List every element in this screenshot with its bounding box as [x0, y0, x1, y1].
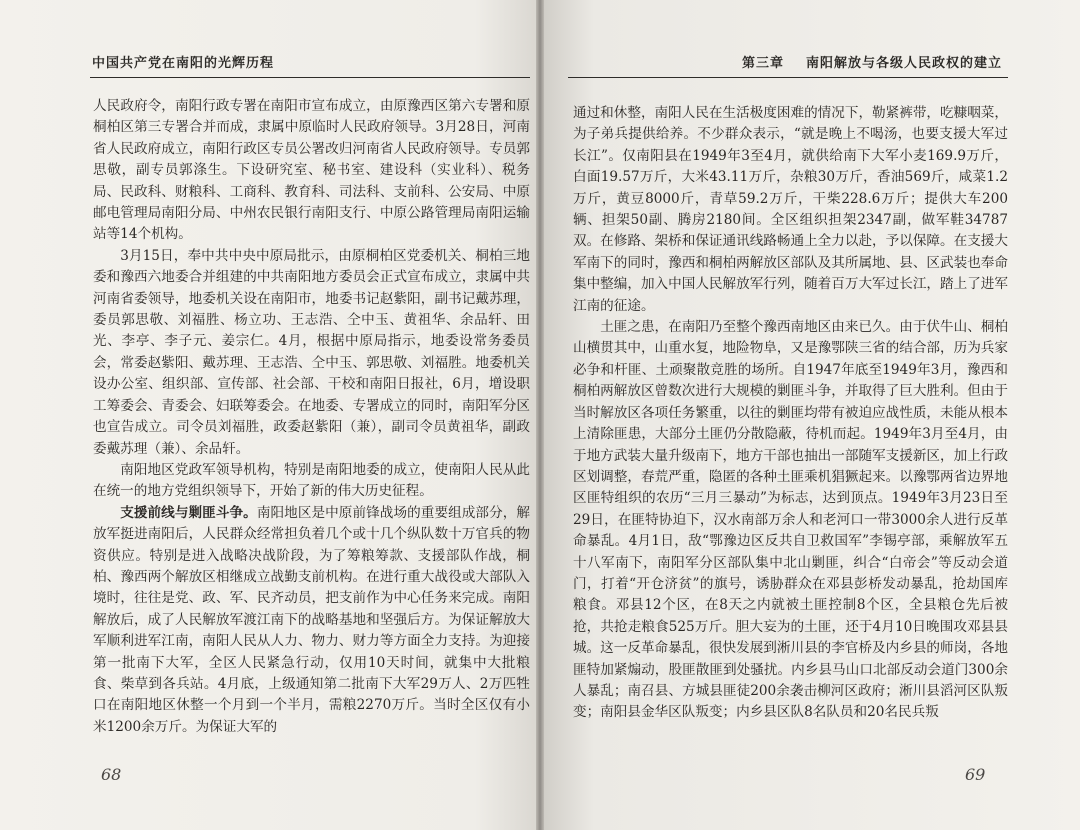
right-page: [540, 0, 1080, 830]
header-rule-left: [90, 77, 530, 78]
chapter-label: 第三章: [741, 56, 784, 71]
paragraph: 南阳地区党政军领导机构，特别是南阳地委的成立，使南阳人民从此在统一的地方党组织领导下，开始了新的伟大历史征程。: [93, 461, 530, 500]
section-heading: 支援前线与剿匪斗争。: [120, 504, 257, 521]
section-paragraph: [93, 503, 530, 738]
page-number-right: 69: [965, 765, 986, 784]
paragraph: 人民政府令，南阳行政专署在南阳市宣布成立，由原豫西区第六专署和原桐柏区第三专署合并而成，隶属中原临时人民政府领导。3月28日，河南省人民政府成立，南阳行政区专员公署改归河南省人民政府领导。专员郭思敬，副专员郭涤生。下设研究室、秘书室、建设科（实业科）、税务局、民政科、财粮科、工商科、教育科、司法科、支前科、公安局、中原邮电管理局南阳分局、中州农民银行南阳支行、中原公路管理局南阳运输站等14个机构。: [93, 98, 530, 243]
running-head-right: [742, 52, 1002, 71]
running-head-left: 中国共产党在南阳的光辉历程: [92, 56, 275, 71]
header-rule-right: [568, 77, 1008, 78]
book-gutter: [536, 0, 544, 830]
right-page-body: [573, 103, 1008, 724]
chapter-title: 南阳解放与各级人民政权的建立: [805, 56, 1002, 71]
page-number-left: 68: [101, 765, 122, 784]
section-text: 南阳地区是中原前锋战场的重要组成部分，解放军挺进南阳后，人民群众经常担负着几个或十几个纵队数十万官兵的物资供应。特别是进入战略决战阶段，为了筹粮筹款、支援部队作战，桐柏、豫西两个解放区相继成立战勤支前机构。在进行重大战役或大部队入境时，往往是党、政、军、民齐动员，把支前作为中心任务来完成。南阳解放后，成了人民解放军渡江南下的战略基地和坚强后方。为保证解放大军顺利进军江南，南阳人民从人力、物力、财力等方面全力支持。为迎接第一批南下大军，全区人民紧急行动，仅用10天时间，就集中大批粮食、柴草到各兵站。4月底，上级通知第二批南下大军29万人、2万匹牲口在南阳地区休整一个月到一个半月，需粮2270万斤。当时全区仅有小米1200余万斤。为保证大军的: [93, 504, 531, 735]
paragraph: 土匪之患，在南阳乃至整个豫西南地区由来已久。由于伏牛山、桐柏山横贯其中，山重水复，地险物阜，又是豫鄂陕三省的结合部，历为兵家必争和杆匪、土顽聚散竞胜的场所。自1947年底至1949年3月，豫西和桐柏两解放区曾数次进行大规模的剿匪斗争，并取得了巨大胜利。但由于当时解放区各项任务繁重，以往的剿匪均带有被迫应战性质，未能从根本上清除匪患，大部分土匪仍分散隐蔽，待机而起。1949年3月至4月，由于地方武装大量升级南下，地方干部也抽出一部随军支援新区，加上行政区划调整，春荒严重，隐匿的各种土匪乘机猖獗起来。以豫鄂两省边界地区匪特组织的农历“三月三暴动”为标志，达到顶点。1949年3月23日至29日，在匪特协迫下，汉水南部万余人和老河口一带3000余人进行反革命暴乱。4月1日，敌“鄂豫边区反共自卫救国军”李锡亭部，乘解放军五十八军南下，南阳军分区部队集中北山剿匪，纠合“白帝会”等反动会道门，打着“开仓济贫”的旗号，诱胁群众在邓县彭桥发动暴乱，抢劫国库粮食。邓县12个区，在8天之内就被土匪控制8个区，全县粮仓先后被抢，共抢走粮食525万斤。胆大妄为的土匪，还于4月10日晚围攻邓县县城。这一反革命暴乱，很快发展到淅川县的李官桥及内乡县的师岗，各地匪特加紧煽动，股匪散匪到处骚扰。内乡县马山口北部反动会道门300余人暴乱；南召县、方城县匪徒200余袭击柳河区政府；淅川县滔河区队叛变；南阳县金华区队叛变；内乡县区队8名队员和20名民兵叛: [573, 319, 1008, 721]
paragraph: 通过和休整，南阳人民在生活极度困难的情况下，勒紧裤带，吃糠咽菜，为子弟兵提供给养。不少群众表示，“就是晚上不喝汤，也要支援大军过长江”。仅南阳县在1949年3至4月，就供给南下大军小麦169.9万斤，白面19.57万斤，大米43.11万斤，杂粮30万斤，香油569斤，咸菜1.2万斤，黄豆8000斤，青草59.2万斤，干柴228.6万斤；提供大车200辆、担架50副、腾房2180间。全区组织担架2347副，做军鞋34787双。在修路、架桥和保证通讯线路畅通上全力以赴，予以保障。在支援大军南下的同时，豫西和桐柏两解放区部队及其所属地、县、区武装也奉命集中整编，加入中国人民解放军行列，随着百万大军过长江，踏上了进军江南的征途。: [573, 105, 1008, 314]
left-page-body: [93, 96, 530, 738]
paragraph: 3月15日，奉中共中央中原局批示，由原桐柏区党委机关、桐柏三地委和豫西六地委合并组建的中共南阳地方委员会正式宣布成立，隶属中共河南省委领导，地委机关设在南阳市，地委书记赵紫阳，副书记戴苏理，委员郭思敬、刘福胜、杨立功、王志浩、仝中玉、黄祖华、余品轩、田光、李亭、李子元、姜宗仁。4月，根据中原局指示，地委设常务委员会，常委赵紫阳、戴苏理、王志浩、仝中玉、郭思敬、刘福胜。地委机关设办公室、组织部、宣传部、社会部、干校和南阳日报社，6月，增设职工筹委会、青委会、妇联筹委会。在地委、专署成立的同时，南阳军分区也宣告成立。司令员刘福胜，政委赵紫阳（兼），副司令员黄祖华，副政委戴苏理（兼）、余品轩。: [93, 247, 530, 457]
